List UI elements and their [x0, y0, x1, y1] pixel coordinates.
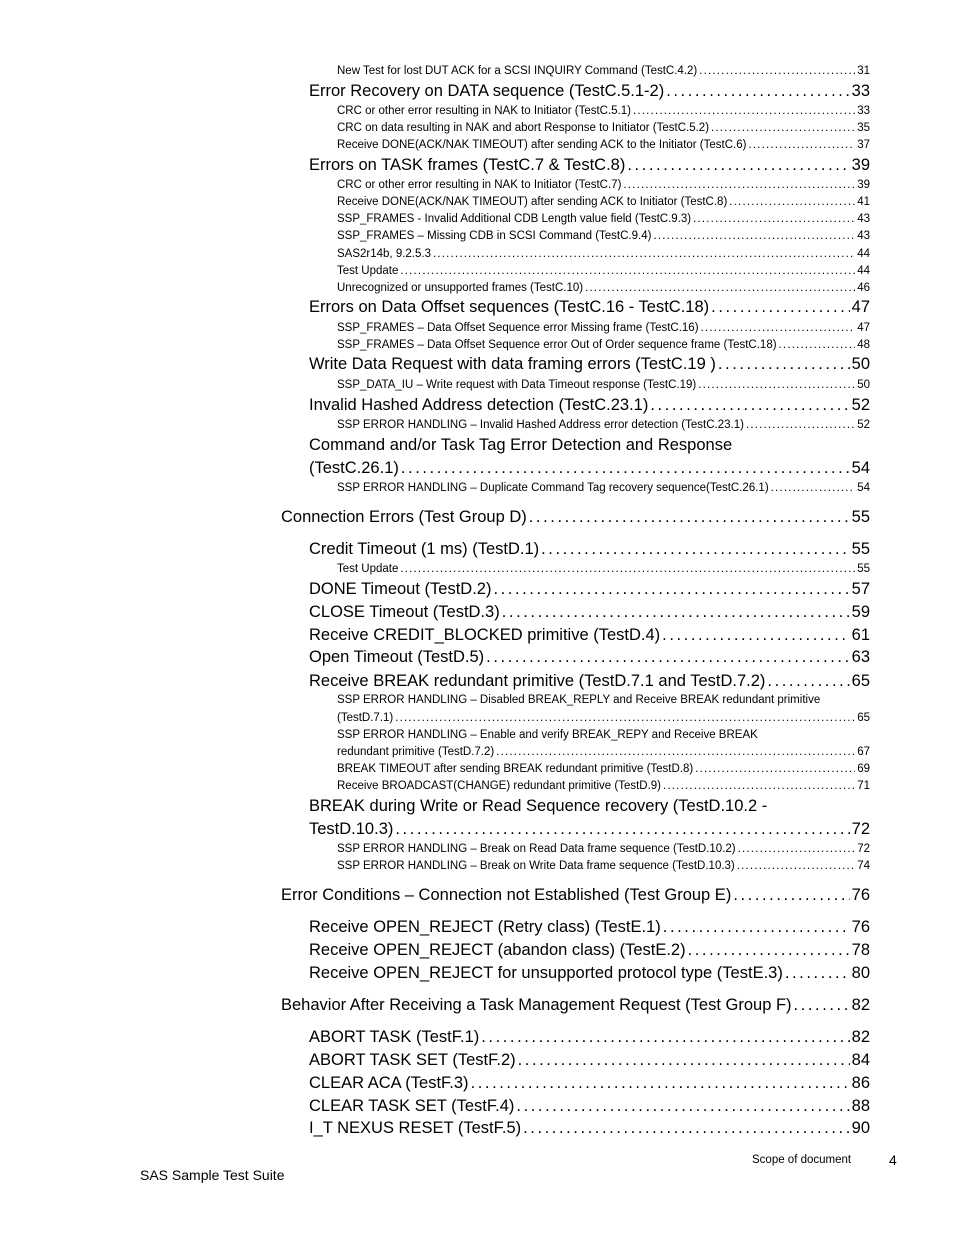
toc-group-heading[interactable]	[281, 886, 870, 905]
toc-section-entry[interactable]	[309, 1051, 870, 1070]
dot-leader	[779, 339, 856, 351]
toc-entry-page-number: 48	[857, 339, 870, 351]
dot-leader	[737, 860, 855, 872]
dot-leader	[699, 65, 855, 77]
toc-subsection-entry[interactable]	[337, 196, 870, 208]
toc-subsection-entry[interactable]	[337, 122, 870, 134]
toc-entry-title: Receive BREAK redundant primitive (TestD.7.1 and TestD.7.2)	[309, 672, 766, 690]
toc-section-entry[interactable]	[309, 1074, 870, 1093]
dot-leader	[738, 843, 856, 855]
toc-entry-page-number: 52	[857, 419, 870, 431]
dot-leader	[748, 139, 855, 151]
toc-entry-page-number: 59	[851, 603, 870, 621]
toc-subsection-entry[interactable]	[337, 419, 870, 431]
toc-entry-title: Write Data Request with data framing errors (TestC.19 )	[309, 355, 716, 373]
toc-entry-page-number: 39	[857, 179, 870, 191]
toc-entry-first-line: Command and/or Task Tag Error Detection and Response	[309, 436, 733, 454]
toc-entry-page-number: 82	[851, 1028, 870, 1046]
toc-entry-page-number: 31	[857, 65, 870, 77]
toc-entry-page-number: 82	[851, 996, 870, 1014]
dot-leader	[701, 322, 856, 334]
dot-leader	[729, 196, 855, 208]
toc-entry-title: BREAK TIMEOUT after sending BREAK redundant primitive (TestD.8)	[337, 763, 694, 775]
toc-entry-first-line: BREAK during Write or Read Sequence recovery (TestD.10.2 -	[309, 797, 768, 815]
toc-entry-page-number: 76	[851, 886, 870, 904]
dot-leader	[663, 780, 855, 792]
toc-entry-title: Test Update	[337, 563, 399, 575]
toc-entry-page-number: 76	[851, 918, 870, 936]
toc-subsection-entry[interactable]	[337, 213, 870, 225]
toc-entry-page-number: 33	[851, 82, 870, 100]
toc-entry-page-number: 33	[857, 105, 870, 117]
toc-section-entry[interactable]	[309, 298, 870, 317]
toc-entry-page-number: 57	[851, 580, 870, 598]
dot-leader	[516, 1097, 849, 1116]
toc-subsection-entry[interactable]	[337, 265, 870, 277]
toc-section-entry[interactable]	[309, 603, 870, 622]
toc-entry-page-number: 61	[851, 626, 870, 644]
dot-leader	[650, 396, 849, 415]
toc-entry-title: Receive CREDIT_BLOCKED primitive (TestD.4)	[309, 626, 661, 644]
toc-entry-first-line: SSP ERROR HANDLING – Disabled BREAK_REPLY and Receive BREAK redundant primitive	[337, 694, 821, 706]
toc-entry-page-number: 54	[851, 459, 870, 477]
toc-entry-title: SSP ERROR HANDLING – Duplicate Command Tag recovery sequence(TestC.26.1)	[337, 482, 769, 494]
toc-entry-page-number: 50	[857, 379, 870, 391]
toc-entry-page-number: 43	[857, 213, 870, 225]
toc-subsection-entry[interactable]	[337, 712, 870, 724]
dot-leader	[794, 996, 850, 1015]
toc-entry-title: Open Timeout (TestD.5)	[309, 648, 485, 666]
toc-entry-page-number: 84	[851, 1051, 870, 1069]
toc-section-entry[interactable]	[309, 459, 870, 478]
toc-entry-title: TestD.10.3)	[309, 820, 394, 838]
dot-leader	[518, 1051, 850, 1070]
toc-section-entry[interactable]	[309, 964, 870, 983]
toc-entry-title: Receive OPEN_REJECT for unsupported protocol type (TestE.3)	[309, 964, 783, 982]
toc-entry-title: SSP ERROR HANDLING – Invalid Hashed Address error detection (TestC.23.1)	[337, 419, 744, 431]
dot-leader	[633, 105, 855, 117]
dot-leader	[401, 459, 850, 478]
toc-entry-page-number: 46	[857, 282, 870, 294]
toc-entry-title: Test Update	[337, 265, 399, 277]
toc-entry-title: SSP_FRAMES – Data Offset Sequence error Missing frame (TestC.16)	[337, 322, 699, 334]
toc-entry-page-number: 44	[857, 265, 870, 277]
toc-entry-title: Error Conditions – Connection not Established (Test Group E)	[281, 886, 732, 904]
toc-entry-title: CRC or other error resulting in NAK to Initiator (TestC.7)	[337, 179, 622, 191]
dot-leader	[695, 763, 855, 775]
toc-entry-first-line: SSP ERROR HANDLING – Enable and verify BREAK_REPY and Receive BREAK	[337, 729, 758, 741]
toc-entry-title: Receive DONE(ACK/NAK TIMEOUT) after sending ACK to Initiator (TestC.8)	[337, 196, 728, 208]
dot-leader	[395, 712, 855, 724]
toc-subsection-entry[interactable]	[337, 339, 870, 351]
toc-entry-page-number: 54	[857, 482, 870, 494]
toc-section-entry[interactable]	[309, 626, 870, 645]
toc-entry-page-number: 80	[851, 964, 870, 982]
dot-leader	[771, 482, 856, 494]
toc-entry-page-number: 47	[851, 298, 870, 316]
dot-leader	[733, 886, 849, 905]
toc-subsection-entry[interactable]	[337, 105, 870, 117]
toc-entry-title: Unrecognized or unsupported frames (TestC.10)	[337, 282, 584, 294]
toc-subsection-entry[interactable]	[337, 379, 870, 391]
dot-leader	[693, 213, 855, 225]
dot-leader	[666, 82, 849, 101]
toc-entry-page-number: 39	[851, 156, 870, 174]
dot-leader	[400, 563, 855, 575]
toc-section-entry[interactable]	[309, 672, 870, 691]
toc-entry-title: Receive DONE(ACK/NAK TIMEOUT) after sending ACK to the Initiator (TestC.6)	[337, 139, 747, 151]
toc-entry-title: SAS2r14b, 9.2.5.3	[337, 248, 431, 260]
dot-leader	[688, 941, 850, 960]
toc-entry-title: SSP_FRAMES – Data Offset Sequence error Out of Order sequence frame (TestC.18)	[337, 339, 777, 351]
toc-entry-title: Errors on TASK frames (TestC.7 & TestC.8)	[309, 156, 626, 174]
toc-entry-title: New Test for lost DUT ACK for a SCSI INQUIRY Command (TestC.4.2)	[337, 65, 698, 77]
toc-entry-title: Error Recovery on DATA sequence (TestC.5.1-2)	[309, 82, 665, 100]
toc-subsection-entry[interactable]	[337, 843, 870, 855]
toc-subsection-entry[interactable]	[337, 139, 870, 151]
toc-section-entry[interactable]	[309, 156, 870, 175]
footer-section-name: Scope of document	[752, 1154, 852, 1166]
toc-section-entry[interactable]	[309, 820, 870, 839]
toc-section-entry[interactable]	[309, 355, 870, 374]
toc-subsection-entry[interactable]	[337, 282, 870, 294]
dot-leader	[585, 282, 855, 294]
toc-entry-page-number: 90	[851, 1119, 870, 1137]
toc-entry-title: CLEAR ACA (TestF.3)	[309, 1074, 469, 1092]
dot-leader	[493, 580, 849, 599]
toc-entry-page-number: 71	[857, 780, 870, 792]
toc-entry-title: CRC on data resulting in NAK and abort Response to Initiator (TestC.5.2)	[337, 122, 710, 134]
toc-subsection-entry[interactable]	[337, 179, 870, 191]
toc-section-entry[interactable]	[309, 1028, 870, 1047]
toc-entry-page-number: 69	[857, 763, 870, 775]
toc-entry-title: Receive OPEN_REJECT (abandon class) (TestE.2)	[309, 941, 686, 959]
toc-subsection-entry[interactable]	[337, 780, 870, 792]
toc-entry-title: SSP_DATA_IU – Write request with Data Timeout response (TestC.19)	[337, 379, 697, 391]
toc-subsection-entry[interactable]	[337, 563, 870, 575]
toc-section-entry[interactable]	[309, 918, 870, 937]
toc-section-entry[interactable]	[309, 396, 870, 415]
page-number: 4	[889, 1152, 897, 1168]
dot-leader	[662, 626, 849, 645]
dot-leader	[529, 508, 850, 527]
toc-entry-page-number: 65	[857, 712, 870, 724]
toc-entry-title: ABORT TASK SET (TestF.2)	[309, 1051, 516, 1069]
toc-entry-title: SSP_FRAMES - Invalid Additional CDB Length value field (TestC.9.3)	[337, 213, 692, 225]
toc-entry-page-number: 72	[857, 843, 870, 855]
toc-entry-page-number: 41	[857, 196, 870, 208]
toc-entry-title: ABORT TASK (TestF.1)	[309, 1028, 480, 1046]
dot-leader	[400, 265, 855, 277]
toc-entry-title: SSP ERROR HANDLING – Break on Write Data frame sequence (TestD.10.3)	[337, 860, 735, 872]
toc-entry-page-number: 74	[857, 860, 870, 872]
toc-entry-page-number: 63	[851, 648, 870, 666]
dot-leader	[746, 419, 855, 431]
dot-leader	[711, 298, 849, 317]
dot-leader	[486, 648, 849, 667]
toc-entry-page-number: 65	[851, 672, 870, 690]
dot-leader	[627, 156, 849, 175]
toc-entry-page-number: 43	[857, 230, 870, 242]
toc-entry-page-number: 67	[857, 746, 870, 758]
toc-entry-title: Invalid Hashed Address detection (TestC.23.1)	[309, 396, 649, 414]
toc-entry-title: I_T NEXUS RESET (TestF.5)	[309, 1119, 522, 1137]
toc-subsection-entry[interactable]	[337, 482, 870, 494]
dot-leader	[502, 603, 850, 622]
toc-entry-page-number: 47	[857, 322, 870, 334]
toc-entry-title: Errors on Data Offset sequences (TestC.16 - TestC.18)	[309, 298, 710, 316]
toc-section-entry[interactable]	[309, 941, 870, 960]
toc-entry-page-number: 86	[851, 1074, 870, 1092]
dot-leader	[711, 122, 855, 134]
dot-leader	[523, 1119, 850, 1138]
dot-leader	[698, 379, 855, 391]
toc-subsection-entry[interactable]	[337, 860, 870, 872]
toc-entry-page-number: 72	[851, 820, 870, 838]
footer-document-title: SAS Sample Test Suite	[140, 1167, 285, 1183]
toc-entry-title: DONE Timeout (TestD.2)	[309, 580, 492, 598]
toc-entry-page-number: 50	[851, 355, 870, 373]
dot-leader	[481, 1028, 849, 1047]
dot-leader	[718, 355, 850, 374]
dot-leader	[663, 918, 850, 937]
dot-leader	[496, 746, 855, 758]
toc-entry-title: (TestD.7.1)	[337, 712, 394, 724]
toc-entry-page-number: 55	[851, 508, 870, 526]
toc-entry-title: Receive BROADCAST(CHANGE) redundant primitive (TestD.9)	[337, 780, 662, 792]
dot-leader	[541, 540, 850, 559]
toc-entry-page-number: 55	[857, 563, 870, 575]
toc-section-entry[interactable]	[309, 82, 870, 101]
toc-entry-title: redundant primitive (TestD.7.2)	[337, 746, 495, 758]
toc-entry-title: CLOSE Timeout (TestD.3)	[309, 603, 500, 621]
toc-entry-page-number: 35	[857, 122, 870, 134]
toc-entry-title: CLEAR TASK SET (TestF.4)	[309, 1097, 515, 1115]
toc-section-entry[interactable]	[309, 1097, 870, 1116]
toc-section-entry[interactable]	[309, 648, 870, 667]
toc-section-entry[interactable]	[309, 580, 870, 599]
toc-entry-page-number: 88	[851, 1097, 870, 1115]
toc-entry-title: Behavior After Receiving a Task Management Request (Test Group F)	[281, 996, 792, 1014]
toc-entry-page-number: 55	[851, 540, 870, 558]
dot-leader	[653, 230, 855, 242]
toc-group-heading[interactable]	[281, 996, 870, 1015]
toc-entry-title: Connection Errors (Test Group D)	[281, 508, 527, 526]
toc-subsection-entry[interactable]	[337, 65, 870, 77]
dot-leader	[785, 964, 850, 983]
toc-entry-page-number: 44	[857, 248, 870, 260]
toc-group-heading[interactable]	[281, 508, 870, 527]
toc-entry-page-number: 78	[851, 941, 870, 959]
toc-subsection-entry[interactable]	[337, 763, 870, 775]
toc-entry-page-number: 37	[857, 139, 870, 151]
toc-entry-title: SSP_FRAMES – Missing CDB in SCSI Command (TestC.9.4)	[337, 230, 652, 242]
toc-entry-title: Credit Timeout (1 ms) (TestD.1)	[309, 540, 540, 558]
dot-leader	[623, 179, 855, 191]
dot-leader	[395, 820, 849, 839]
toc-entry-title: Receive OPEN_REJECT (Retry class) (TestE.1)	[309, 918, 661, 936]
toc-subsection-entry[interactable]	[337, 746, 870, 758]
toc-entry-title: CRC or other error resulting in NAK to Initiator (TestC.5.1)	[337, 105, 631, 117]
toc-subsection-entry[interactable]	[337, 230, 870, 242]
toc-entry-title: (TestC.26.1)	[309, 459, 399, 477]
toc-entry-title: SSP ERROR HANDLING – Break on Read Data frame sequence (TestD.10.2)	[337, 843, 736, 855]
dot-leader	[767, 672, 849, 691]
toc-section-entry[interactable]	[309, 1119, 870, 1138]
toc-subsection-entry[interactable]	[337, 322, 870, 334]
dot-leader	[433, 248, 855, 260]
toc-section-entry[interactable]	[309, 540, 870, 559]
toc-subsection-entry[interactable]	[337, 248, 870, 260]
toc-entry-page-number: 52	[851, 396, 870, 414]
dot-leader	[471, 1074, 850, 1093]
